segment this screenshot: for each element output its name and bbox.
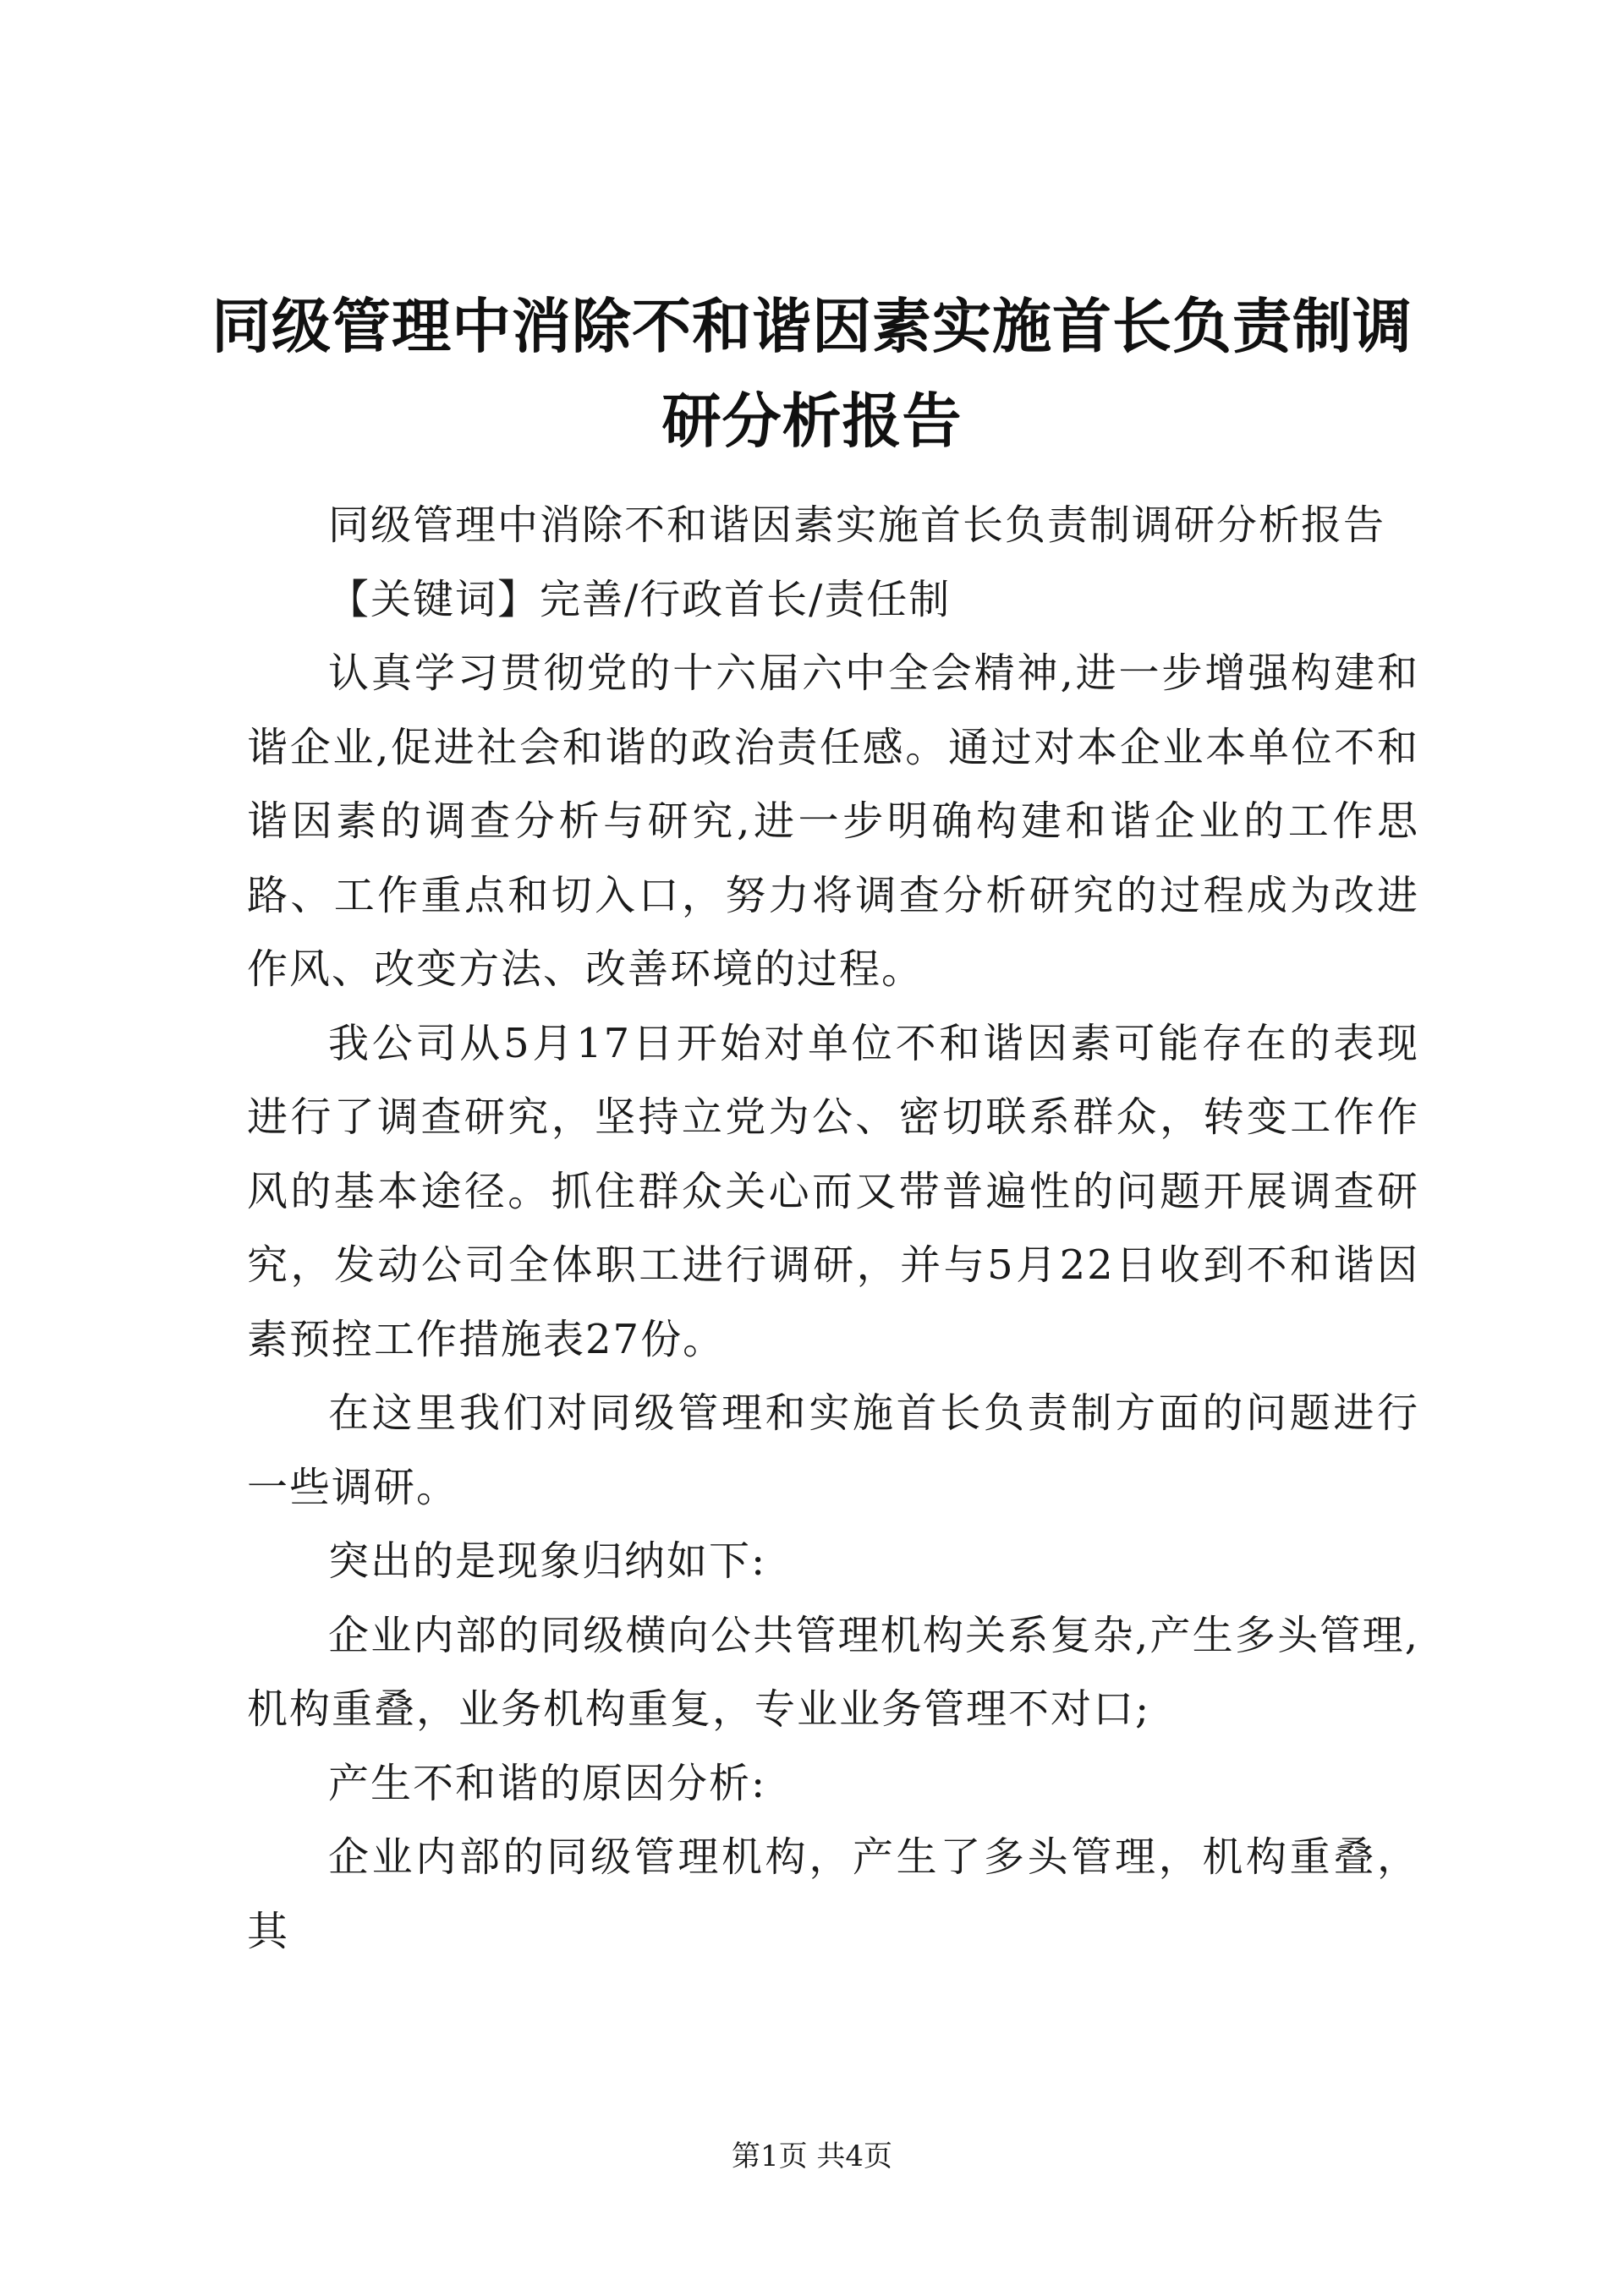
paragraph-subtitle: 同级管理中消除不和谐因素实施首长负责制调研分析报告 (328, 501, 1386, 549)
paragraph: 企业内部的同级横向公共管理机构关系复杂,产生多头管理,机构重叠，业务机构重复，专业业务管理不对口; (247, 1611, 1419, 1733)
paragraph: 企业内部的同级管理机构，产生了多头管理，机构重叠，其 (247, 1833, 1419, 1955)
paragraph: 我公司从5月17日开始对单位不和谐因素可能存在的表现进行了调查研究，坚持立党为公、密切联系群众，转变工作作风的基本途径。抓住群众关心而又带普遍性的问题开展调查研究，发动公司全体职工进行调研，并与5月22日收到不和谐因素预控工作措施表27份。 (247, 1019, 1419, 1363)
paragraph: 在这里我们对同级管理和实施首长负责制方面的问题进行一些调研。 (247, 1389, 1419, 1511)
document-body (247, 489, 1419, 1969)
document-title: 同级管理中消除不和谐因素实施首长负责制调研分析报告 (211, 292, 1413, 456)
paragraph: 突出的是现象归纳如下: (328, 1537, 767, 1585)
paragraph: 认真学习贯彻党的十六届六中全会精神,进一步增强构建和谐企业,促进社会和谐的政治责任感。通过对本企业本单位不和谐因素的调查分析与研究,进一步明确构建和谐企业的工作思路、工作重点和切入口，努力将调查分析研究的过程成为改进作风、改变方法、改善环境的过程。 (247, 649, 1419, 993)
page-number-footer: 第1页 共4页 (731, 2140, 893, 2173)
paragraph-keywords: 【关键词】完善/行政首长/责任制 (328, 575, 952, 623)
paragraph: 产生不和谐的原因分析: (328, 1759, 767, 1807)
